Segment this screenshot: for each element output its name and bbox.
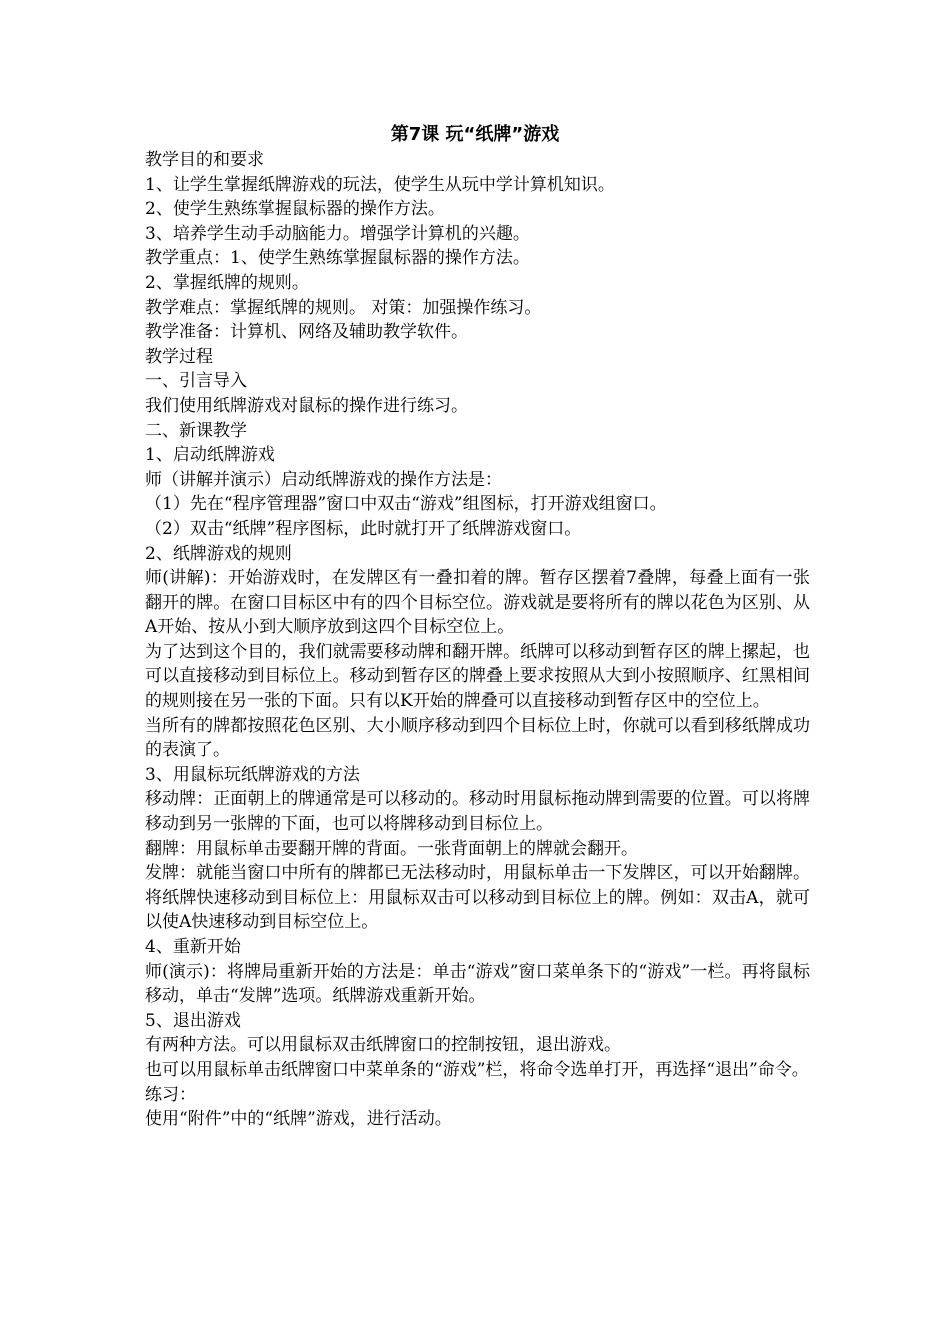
lesson-body [145, 148, 810, 1132]
exercise-heading: 练习： [145, 1084, 196, 1105]
section-heading-process: 教学过程 [145, 346, 213, 367]
subsection-heading: 二、新课教学 [145, 420, 247, 441]
step-heading: 5、退出游戏 [145, 1010, 241, 1031]
paragraph: 当所有的牌都按照花色区别、大小顺序移动到四个目标位上时，你就可以看到移纸牌成功的表演了。 [145, 715, 810, 761]
step-heading: 4、重新开始 [145, 937, 241, 957]
paragraph: 也可以用鼠标单击纸牌窗口中菜单条的“游戏”栏，将命令选单打开，再选择“退出”命令。 [145, 1059, 809, 1080]
step-heading: 3、用鼠标玩纸牌游戏的方法 [145, 764, 360, 785]
objective-item: 3、培养学生动手动脑能力。增强学计算机的兴趣。 [145, 223, 530, 244]
paragraph: 为了达到这个目的，我们就需要移动牌和翻开牌。纸牌可以移动到暂存区的牌上摞起，也可以直接移动到目标位上。移动到暂存区的牌叠上要求按照从大到小按照顺序、红黑相间的规则接在另一张的下面。只有以K开始的牌叠可以直接移动到暂存区中的空位上。 [145, 641, 810, 712]
paragraph: 师（讲解并演示）启动纸牌游戏的操作方法是： [145, 469, 502, 490]
paragraph: 翻牌：用鼠标单击要翻开牌的背面。一张背面朝上的牌就会翻开。 [145, 838, 638, 859]
lesson-title: 第7课 玩“纸牌”游戏 [390, 124, 560, 145]
paragraph: 使用“附件”中的“纸牌”游戏，进行活动。 [145, 1109, 452, 1130]
key-points: 教学重点：1、使学生熟练掌握鼠标器的操作方法。 [145, 248, 530, 269]
step-heading: 2、纸牌游戏的规则 [145, 543, 292, 564]
step-heading: 1、启动纸牌游戏 [145, 445, 275, 466]
difficulty: 教学难点：掌握纸牌的规则。 对策：加强操作练习。 [145, 297, 542, 318]
paragraph: 师(讲解)：开始游戏时，在发牌区有一叠扣着的牌。暂存区摆着7叠牌，每叠上面有一张翻开的牌。在窗口目标区中有的四个目标空位。游戏就是要将所有的牌以花色为区别、从A开始、按从小到大顺序放到这四个目标空位上。 [145, 568, 810, 638]
subsection-heading: 一、引言导入 [145, 371, 247, 392]
objective-item: 1、让学生掌握纸牌游戏的玩法，使学生从玩中学计算机知识。 [145, 174, 615, 195]
paragraph: 发牌：就能当窗口中所有的牌都已无法移动时，用鼠标单击一下发牌区，可以开始翻牌。将纸牌快速移动到目标位上：用鼠标双击可以移动到目标位上的牌。例如：双击A，就可以使A快速移动到目标空位上。 [145, 863, 810, 933]
paragraph: （2）双击“纸牌”程序图标，此时就打开了纸牌游戏窗口。 [145, 518, 582, 539]
paragraph: 师(演示)：将牌局重新开始的方法是：单击“游戏”窗口菜单条下的“游戏”一栏。再将鼠标移动，单击“发牌”选项。纸牌游戏重新开始。 [145, 961, 810, 1007]
paragraph: 我们使用纸牌游戏对鼠标的操作进行练习。 [145, 395, 468, 416]
preparation: 教学准备：计算机、网络及辅助教学软件。 [145, 322, 468, 343]
paragraph: 有两种方法。可以用鼠标双击纸牌窗口的控制按钮，退出游戏。 [145, 1035, 621, 1056]
objective-item: 2、使学生熟练掌握鼠标器的操作方法。 [145, 199, 445, 220]
key-points-item: 2、掌握纸牌的规则。 [145, 272, 309, 293]
paragraph: 移动牌：正面朝上的牌通常是可以移动的。移动时用鼠标拖动牌到需要的位置。可以将牌移动到另一张牌的下面，也可以将牌移动到目标位上。 [145, 789, 810, 835]
section-heading-objectives: 教学目的和要求 [145, 150, 264, 170]
paragraph: （1）先在“程序管理器”窗口中双击“游戏”组图标，打开游戏组窗口。 [145, 494, 667, 515]
